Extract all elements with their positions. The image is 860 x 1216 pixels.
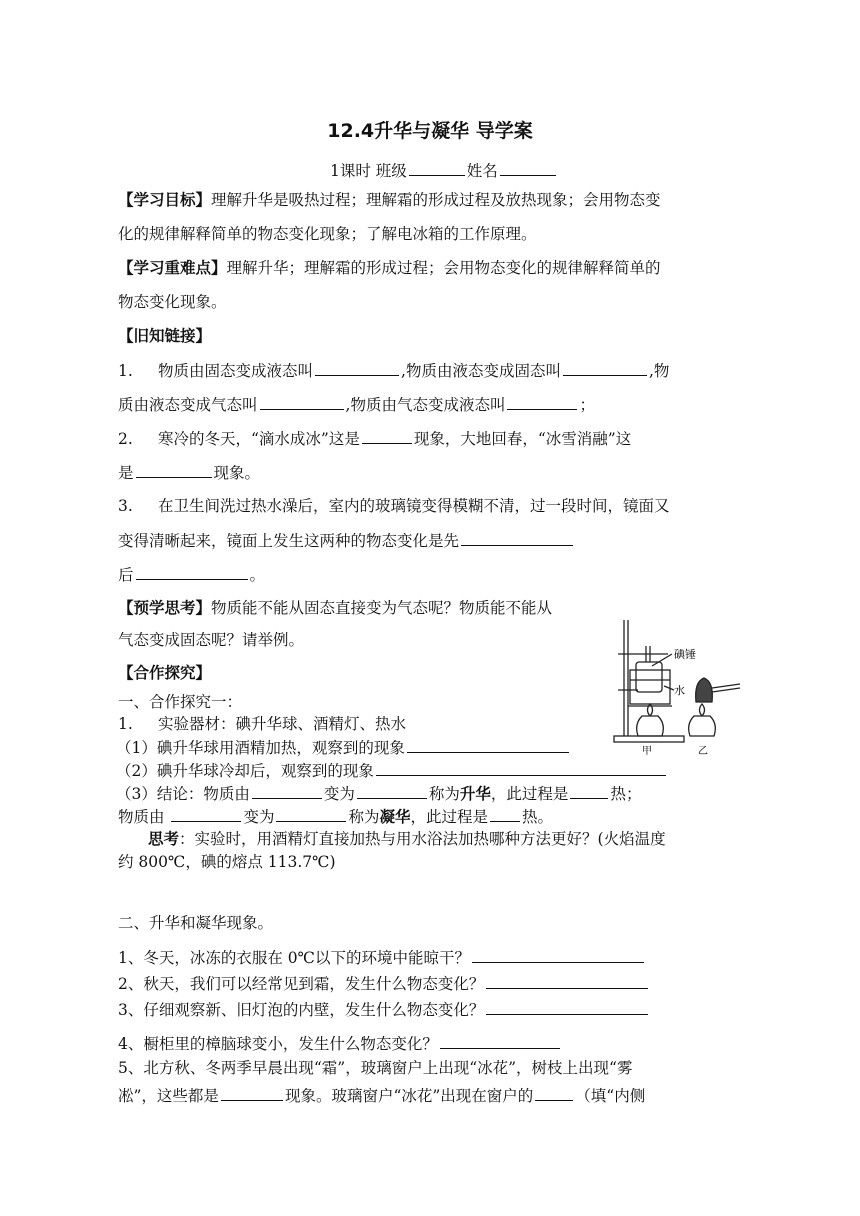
keypoints-label: 【学习重难点】 [118,259,227,277]
observation-2-text: （2）碘升华球冷却后，观察到的现象 [116,762,374,780]
part2-q5-text-c: 现象。玻璃窗户“冰花”出现在窗户的 [284,1087,534,1105]
vaporizing-blank[interactable] [260,394,344,410]
review-q1-text-a: 物质由固态变成液态叫 [158,362,314,380]
figure-label-jia: 甲 [642,746,652,756]
think-text-2: 约 800℃，碘的熔点 113.7℃) [118,853,336,871]
review-q3-text-b: 变得清晰起来，镜面上发生这两种的物态变化是先 [118,532,460,550]
conclusion-1-text-e: ，此过程是 [490,785,569,803]
review-q2-text-a: 寒冷的冬天，“滴水成冰”这是 [158,430,360,448]
part2-q5-line-1 [118,1058,632,1078]
conclusion-1-text-b: 变为 [323,785,355,803]
part2-q1-line [118,947,646,968]
review-q2-text-b: 现象，大地回春，“冰雪消融”这 [413,430,632,448]
preview-label: 【预学思考】 [118,599,212,617]
explore-conclusion-2 [118,806,553,827]
deposition-to-blank[interactable] [276,806,346,822]
flame-yi [700,704,705,716]
materials-number: 1. [118,715,133,733]
lesson-class-label: 1课时 班级 [330,162,407,180]
review-q2-number: 2. [118,430,133,448]
part2-q5-line-2 [118,1085,645,1106]
sublimation-heat-blank[interactable] [570,783,608,799]
melting-blank[interactable] [315,360,399,376]
preview-line-1 [118,598,552,618]
review-q1-number: 1. [118,362,133,380]
stand-base [614,736,684,742]
part2-q3-text: 3、仔细观察新、旧灯泡的内壁，发生什么物态变化？ [118,1001,485,1019]
preview-line-2 [118,630,304,650]
part2-q5-text-a: 5、北方秋、冬两季早晨出现“霜”，玻璃窗户上出现“冰花”，树枝上出现“雾 [118,1059,633,1077]
observation-1-text: （1）碘升华球用酒精加热，观察到的现象 [116,739,405,757]
review-q2-line-1 [118,428,631,449]
water-pointer [664,686,674,690]
name-blank[interactable] [500,160,556,176]
part2-q5-phenomenon-blank[interactable] [221,1085,283,1101]
explore-think-line-2 [118,852,336,872]
iodine-apparatus-figure [608,618,744,756]
holder-arm-lower [712,688,740,692]
explore-conclusion-1 [116,783,641,804]
figure-label-yi: 乙 [698,746,708,756]
keypoints-text-1: 理解升华；理解霜的形成过程；会用物态变化的规律解释简单的 [226,259,661,277]
review-label: 【旧知链接】 [118,327,212,345]
explore-materials-line [118,714,406,734]
part2-title: 二、升华和凝华现象。 [118,914,274,932]
observation-2-blank[interactable] [376,760,666,776]
explore-observation-2 [116,760,668,781]
page-title: 12.4升华与凝华 导学案 [327,120,533,142]
review-q1-text-f: ； [579,396,595,414]
review-q3-text-c: 后 [118,566,134,584]
deposition-term: 凝华 [379,808,411,826]
part2-q3-blank[interactable] [486,999,648,1015]
part2-q1-text: 1、冬天，冰冻的衣服在 0℃以下的环境中能晾干？ [118,949,470,967]
conclusion-2-text-c: 称为 [348,808,380,826]
think-text-1: ：实验时，用酒精灯直接加热与用水浴法加热哪种方法更好？(火焰温度 [179,830,666,848]
review-q3-number: 3. [118,497,133,515]
part2-q1-blank[interactable] [472,947,644,963]
figure-label-iodine: 碘锤 [674,648,696,661]
goals-line-1 [118,190,661,210]
conclusion-1-text-c: 称为 [428,785,460,803]
keypoints-line-2 [118,292,227,312]
explore-heading-line [118,663,211,683]
goals-label: 【学习目标】 [118,191,212,209]
solidifying-blank[interactable] [563,360,647,376]
melting-phenomenon-blank[interactable] [136,462,212,478]
second-change-blank[interactable] [136,564,248,580]
sublimation-from-blank[interactable] [252,783,322,799]
part2-q2-blank[interactable] [486,973,648,989]
holder-arm-upper [712,684,740,688]
burner-jia [637,716,664,736]
review-heading-line [118,326,211,346]
first-change-blank[interactable] [461,530,573,546]
class-blank[interactable] [409,160,465,176]
review-q3-text-d: 。 [249,566,266,584]
conclusion-1-text-f: 热； [610,785,642,803]
explore-part1-title: 一、合作探究一： [118,693,243,711]
think-label: 思考 [148,830,180,848]
sublimation-term: 升华 [459,785,491,803]
explore-observation-1 [116,737,571,758]
part2-q4-line [118,1033,562,1054]
iodine-bulb [636,662,662,692]
preview-text-1: 物质能不能从固态直接变为气态呢？物质能不能从 [211,599,553,617]
part2-q5-side-blank[interactable] [535,1085,573,1101]
keypoints-text-2: 物态变化现象。 [118,293,227,311]
name-label: 姓名 [466,162,498,180]
review-q1-line-1 [118,360,669,381]
part2-q4-blank[interactable] [440,1033,560,1049]
materials-text: 实验器材：碘升华球、酒精灯、热水 [158,715,407,733]
review-q1-text-b: ,物质由液态变成固态叫 [401,362,561,380]
part2-q5-text-d: （填“内侧 [575,1087,646,1105]
goals-text-2: 化的规律解释简单的物态变化现象；了解电冰箱的工作原理。 [118,225,537,243]
part2-q3-line [118,999,650,1020]
part2-q5-text-b: 凇”，这些都是 [118,1087,219,1105]
liquefying-blank[interactable] [507,394,577,410]
review-q1-text-e: ,物质由气态变成液态叫 [345,396,506,414]
review-q3-text-a: 在卫生间洗过热水澡后，室内的玻璃镜变得模糊不清，过一段时间，镜面又 [158,497,670,515]
iodine-bulb-yi [696,678,713,702]
review-q2-text-c: 是 [118,464,134,482]
sublimation-to-blank[interactable] [357,783,427,799]
conclusion-2-text-f: 热。 [522,808,554,826]
freezing-phenomenon-blank[interactable] [362,428,412,444]
review-q1-text-d: 质由液态变成气态叫 [118,396,258,414]
goals-text-1: 理解升华是吸热过程；理解霜的形成过程及放热现象；会用物态变 [211,191,661,209]
review-q1-text-c: ,物 [648,362,670,380]
part2-q2-text: 2、秋天，我们可以经常见到霜，发生什么物态变化？ [118,975,485,993]
deposition-from-blank[interactable] [171,806,241,822]
burner-yi [689,716,716,736]
review-q3-line-1 [118,496,670,516]
observation-1-blank[interactable] [407,737,569,753]
figure-label-water: 水 [674,684,685,697]
explore-label: 【合作探究】 [118,664,212,682]
header-line [330,160,558,181]
goals-line-2 [118,224,537,244]
conclusion-2-text-b: 变为 [243,808,275,826]
deposition-heat-blank[interactable] [490,806,520,822]
explore-think-line-1 [148,829,666,849]
review-q3-line-2 [118,530,575,551]
review-q3-line-3 [118,564,265,585]
review-q2-text-d: 现象。 [213,464,261,482]
keypoints-line-1 [118,258,661,278]
part2-q4-text: 4、橱柜里的樟脑球变小，发生什么物态变化？ [118,1035,438,1053]
preview-text-2: 气态变成固态呢？请举例。 [118,631,305,649]
conclusion-2-text-a: 物质由 [118,808,165,826]
conclusion-1-text-a: （3）结论：物质由 [116,785,250,803]
conclusion-2-text-e: ，此过程是 [410,808,489,826]
review-q2-line-2 [118,462,260,483]
part2-q2-line [118,973,650,994]
review-q1-line-2 [118,394,595,415]
